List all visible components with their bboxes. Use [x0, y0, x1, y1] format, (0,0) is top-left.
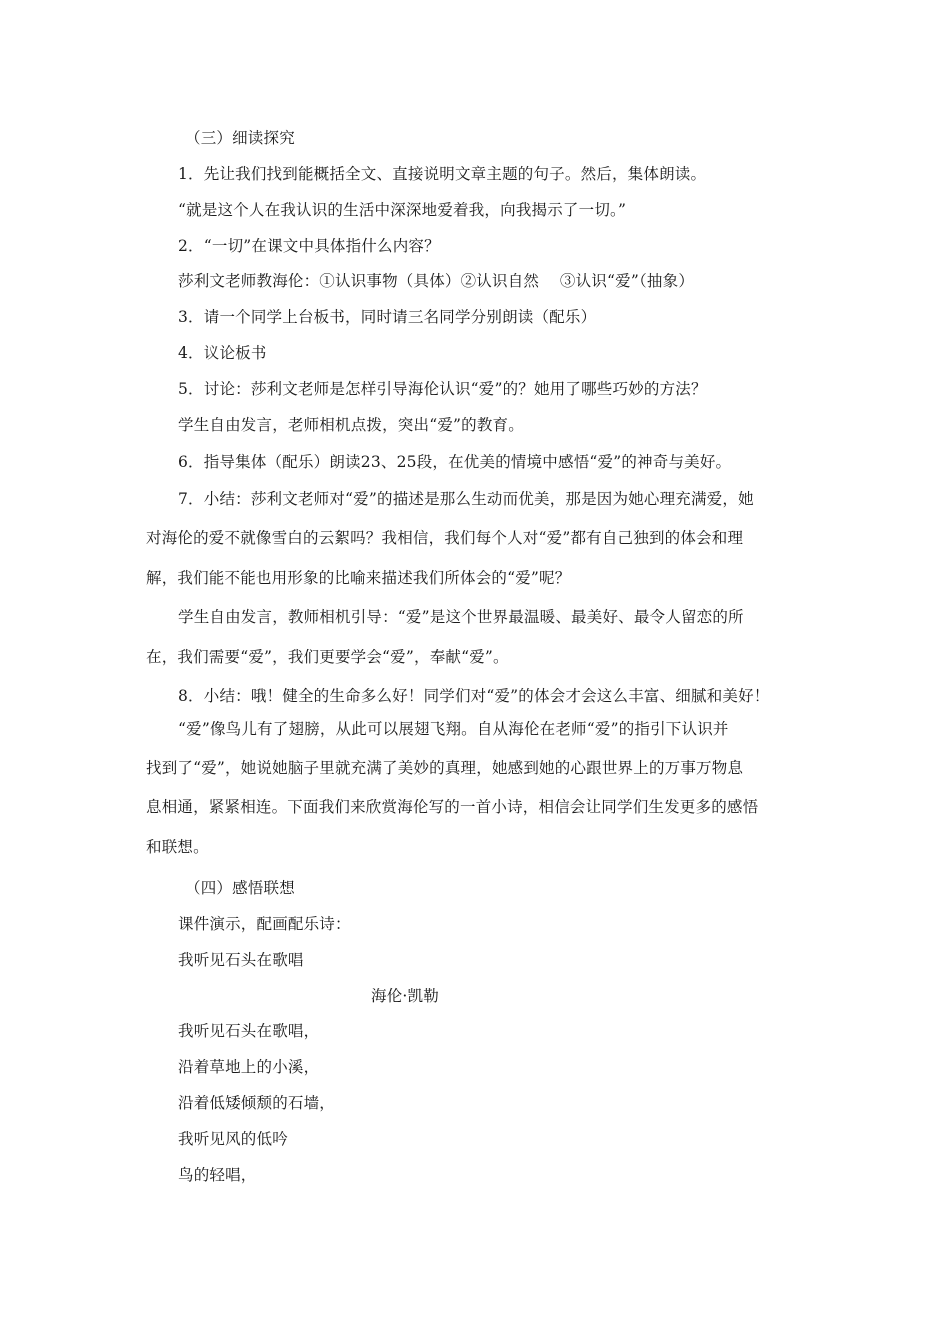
paragraph-item-5: 5．讨论：莎利文老师是怎样引导海伦认识“爱”的？她用了哪些巧妙的方法？ — [178, 380, 707, 398]
poem-title: 我听见石头在歌唱 — [178, 951, 304, 969]
paragraph-item-7b-line-2: 在，我们需要“爱”，我们更要学会“爱”，奉献“爱”。 — [146, 648, 509, 666]
paragraph-item-3: 3．请一个同学上台板书，同时请三名同学分别朗读（配乐） — [178, 308, 597, 326]
paragraph-item-8b-line-1: “爱”像鸟儿有了翅膀，从此可以展翅飞翔。自从海伦在老师“爱”的指引下认识并 — [178, 720, 729, 738]
courseware-intro: 课件演示，配画配乐诗： — [178, 915, 351, 933]
poem-line: 我听见石头在歌唱， — [178, 1022, 320, 1040]
paragraph-item-4: 4．议论板书 — [178, 344, 267, 362]
section-heading-3: （三）细读探究 — [185, 129, 295, 147]
section-heading-4: （四）感悟联想 — [185, 879, 295, 897]
paragraph-item-7-line-3: 解，我们能不能也用形象的比喻来描述我们所体会的“爱”呢？ — [146, 569, 571, 587]
poem-line: 沿着低矮倾颓的石墙， — [178, 1094, 336, 1112]
poem-line: 沿着草地上的小溪， — [178, 1058, 320, 1076]
paragraph-item-7b-line-1: 学生自由发言，教师相机引导：“爱”是这个世界最温暖、最美好、最令人留恋的所 — [178, 608, 744, 626]
paragraph-item-8: 8．小结：哦！健全的生命多么好！同学们对“爱”的体会才会这么丰富、细腻和美好！ — [178, 687, 770, 705]
paragraph-item-1: 1．先让我们找到能概括全文、直接说明文章主题的句子。然后，集体朗读。 — [178, 165, 707, 183]
paragraph-item-8b-line-3: 息相通，紧紧相连。下面我们来欣赏海伦写的一首小诗，相信会让同学们生发更多的感悟 — [146, 798, 759, 816]
item-2-answer: 莎利文老师教海伦：①认识事物（具体）②认识自然 ③认识“爱”（抽象） — [178, 272, 695, 290]
poem-line: 鸟的轻唱， — [178, 1166, 257, 1184]
item-5-note: 学生自由发言，老师相机点拨，突出“爱”的教育。 — [178, 416, 524, 434]
paragraph-item-8b-line-4: 和联想。 — [146, 838, 209, 856]
poem-author: 海伦·凯勒 — [371, 987, 439, 1005]
paragraph-item-8b-line-2: 找到了“爱”，她说她脑子里就充满了美妙的真理，她感到她的心跟世界上的万事万物息 — [146, 759, 744, 777]
paragraph-item-7-line-2: 对海伦的爱不就像雪白的云絮吗？我相信，我们每个人对“爱”都有自己独到的体会和理 — [146, 529, 744, 547]
paragraph-item-7-line-1: 7．小结：莎利文老师对“爱”的描述是那么生动而优美，那是因为她心理充满爱，她 — [178, 490, 754, 508]
paragraph-item-6: 6．指导集体（配乐）朗读23、25段，在优美的情境中感悟“爱”的神奇与美好。 — [178, 453, 732, 471]
paragraph-item-2: 2．“一切”在课文中具体指什么内容？ — [178, 237, 440, 255]
poem-line: 我听见风的低吟 — [178, 1130, 288, 1148]
quoted-sentence: “就是这个人在我认识的生活中深深地爱着我，向我揭示了一切。” — [178, 201, 627, 219]
